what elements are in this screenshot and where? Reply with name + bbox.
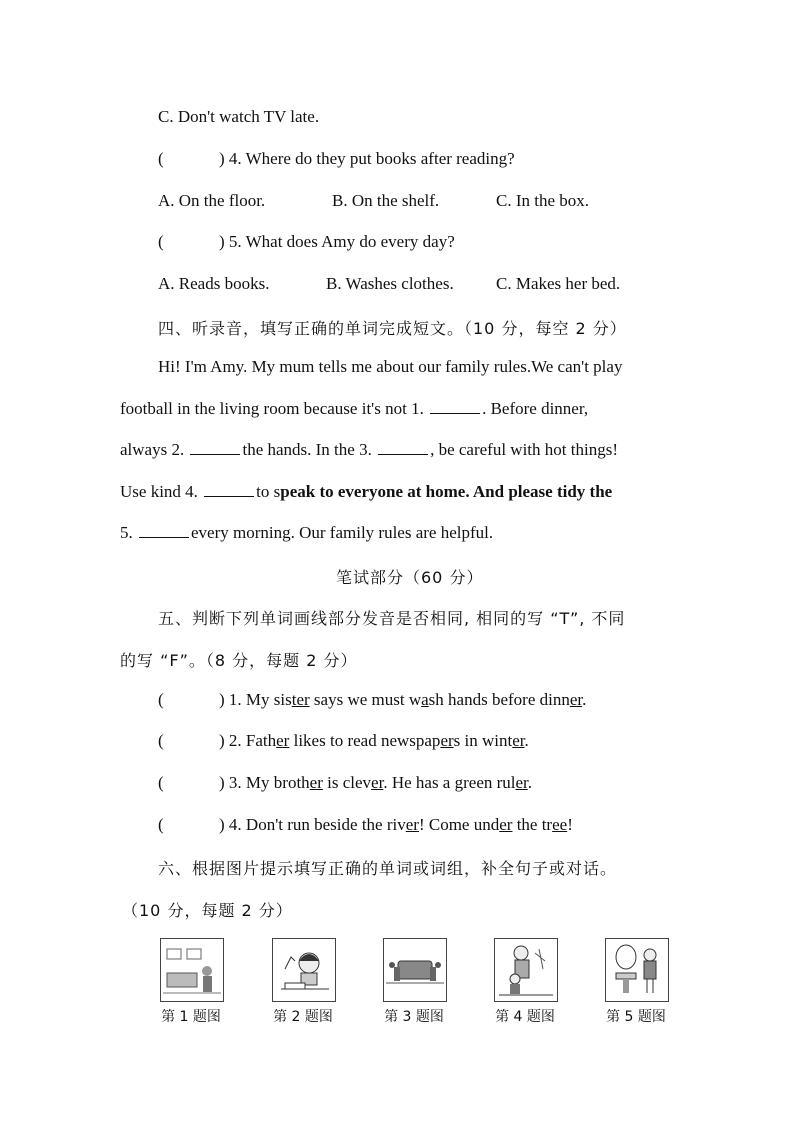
item-text: the tr [512,815,553,834]
picture-1-living-room [160,938,224,1002]
passage-line-1: Hi! I'm Amy. My mum tells me about our family rules.We can't play [158,357,623,376]
picture-1-caption: 第 1 题图 [161,1009,221,1025]
underlined-part: er [499,815,513,834]
underlined-part: er [276,731,290,750]
picture-3-sofa-room [383,938,447,1002]
item-text: . He has a green rul [383,773,516,792]
item-text: ) 3. My broth [219,773,310,792]
q4-option-a: A. On the floor. [158,191,266,210]
passage-text: Use kind 4. [120,482,198,501]
q4-option-b: B. On the shelf. [332,191,440,210]
underlined-part: er [569,690,583,709]
underlined-part: a [421,690,429,709]
q5-question: ) 5. What does Amy do every day? [219,232,455,251]
item-text: ) 2. Fath [219,731,277,750]
passage-text: every morning. Our family rules are helpful. [191,523,494,542]
underlined-part: er [371,773,384,792]
underlined-part: er [309,773,323,792]
written-part-title: 笔试部分（60 分） [336,568,484,587]
underlined-part: er [405,815,419,834]
s5-item-2 [219,731,529,751]
item-text: ! [567,815,573,834]
s5-item-2-paren: ( [158,731,164,750]
picture-4-sweeping [494,938,558,1002]
underlined-part: er [512,731,525,750]
passage-text: 5. [120,523,133,542]
passage-line-5 [120,523,493,543]
item-text: . [582,690,587,709]
item-text: sh hands before dinn [428,690,570,709]
passage-text: the hands. In the 3. [242,440,372,459]
section4-title: 四、听录音，填写正确的单词完成短文。（10 分，每空 2 分） [158,319,627,338]
passage-text: always 2. [120,440,185,459]
section5-title: 五、判断下列单词画线部分发音是否相同, 相同的写 “T”, 不同 [158,609,626,628]
item-text: ! Come und [418,815,500,834]
item-text: ) 1. My sis [219,690,292,709]
item-text: is clev [322,773,372,792]
item-text: . [524,731,529,750]
s5-item-1-paren: ( [158,690,164,709]
q3-option-c: C. Don't watch TV late. [158,107,320,126]
s5-item-4-paren: ( [158,815,164,834]
item-text: . [527,773,533,792]
passage-text: football in the living room because it's not 1. [120,399,424,418]
passage-line-2 [120,399,588,419]
passage-text: . Before dinner, [482,399,589,418]
q4-option-c: C. In the box. [496,191,590,210]
q5-paren: ( [158,232,164,251]
blank-3[interactable] [378,440,428,455]
item-text: s in wint [453,731,513,750]
underlined-part: er [440,731,454,750]
passage-line-3 [120,440,618,460]
q4-question: ) 4. Where do they put books after reading? [219,149,515,168]
blank-4[interactable] [204,482,254,497]
s5-item-3-paren: ( [158,773,164,792]
section5-title-cont: 的写 “F”。（8 分，每题 2 分） [120,651,358,670]
underlined-part: er [515,773,528,792]
s5-item-4 [219,815,573,835]
blank-5[interactable] [139,523,189,538]
item-text: says we must w [309,690,422,709]
picture-5-caption: 第 5 题图 [606,1009,666,1025]
underlined-part: ter [291,690,310,709]
picture-2-girl-drawing [272,938,336,1002]
blank-2[interactable] [190,440,240,455]
item-text: ) 4. Don't run beside the riv [219,815,406,834]
blank-1[interactable] [430,399,480,414]
picture-3-caption: 第 3 题图 [384,1009,444,1025]
item-text: likes to read newspap [289,731,441,750]
picture-2-caption: 第 2 题图 [273,1009,333,1025]
q5-option-b: B. Washes clothes. [326,274,454,293]
section6-title: 六、根据图片提示填写正确的单词或词组，补全句子或对话。 [158,859,618,878]
q4-paren: ( [158,149,164,168]
q5-option-c: C. Makes her bed. [496,274,621,293]
passage-text: , be careful with hot things! [430,440,618,459]
s5-item-3 [219,773,532,793]
picture-4-caption: 第 4 题图 [495,1009,555,1025]
picture-5-bathroom [605,938,669,1002]
underlined-part: ee [552,815,568,834]
q5-option-a: A. Reads books. [158,274,270,293]
s5-item-1 [219,690,586,710]
passage-line-4 [120,482,612,502]
passage-text: to s [256,482,281,501]
passage-text-bold: peak to everyone at home. And please tidy the [280,482,613,501]
section6-title-cont: （10 分，每题 2 分） [122,901,293,920]
